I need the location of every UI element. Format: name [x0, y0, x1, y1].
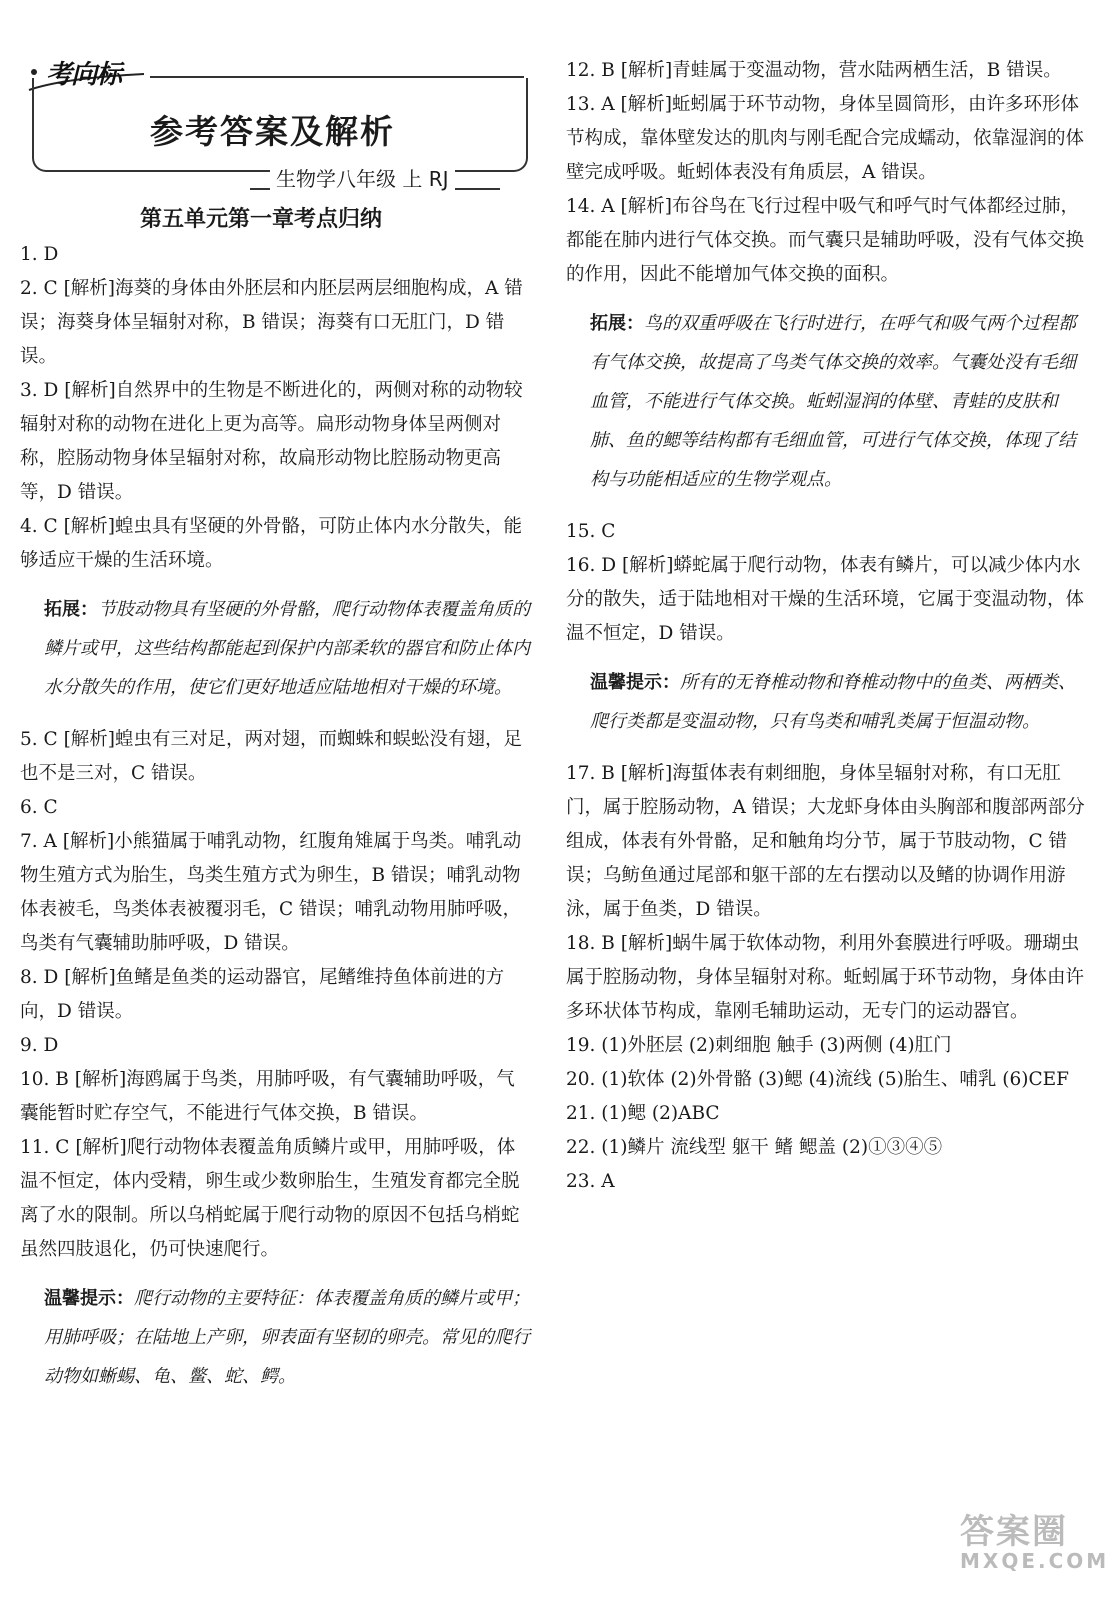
- logo-text: 考向标: [46, 60, 122, 90]
- answer-item: 6. C: [20, 797, 58, 818]
- right-column: [566, 54, 1086, 1199]
- answer-item: 21. (1)鳃 (2)ABC: [566, 1103, 720, 1124]
- page-title: 参考答案及解析: [150, 112, 395, 151]
- note-box: [44, 590, 532, 707]
- note-box: [44, 1279, 532, 1396]
- answer-item: 10. B [解析]海鸥属于鸟类，用肺呼吸，有气囊辅助呼吸，气囊能暂时贮存空气，不能进行气体交换，B 错误。: [20, 1069, 515, 1124]
- answer-item: 1. D: [20, 244, 59, 265]
- watermark: [960, 1504, 1110, 1594]
- note-text: 所有的无脊椎动物和脊椎动物中的鱼类、两栖类、爬行类都是变温动物，只有鸟类和哺乳类属于恒温动物。: [590, 672, 1076, 732]
- answer-item: 23. A: [566, 1171, 615, 1192]
- note-text: 节肢动物具有坚硬的外骨骼，爬行动物体表覆盖角质的鳞片或甲，这些结构都能起到保护内部柔软的器官和防止体内水分散失的作用，使它们更好地适应陆地相对干燥的环境。: [44, 599, 530, 698]
- answer-item: 7. A [解析]小熊猫属于哺乳动物，红腹角雉属于鸟类。哺乳动物生殖方式为胎生，鸟类生殖方式为卵生，B 错误；哺乳动物体表被毛，鸟类体表被覆羽毛，C 错误；哺乳动物用肺呼吸，鸟类有气囊辅助肺呼吸，D 错误。: [20, 831, 522, 954]
- answer-item: 22. (1)鳞片 流线型 躯干 鳍 鳃盖 (2)①③④⑤: [566, 1137, 943, 1158]
- answer-item: 12. B [解析]青蛙属于变温动物，营水陆两栖生活，B 错误。: [566, 60, 1062, 81]
- answer-item: 13. A [解析]蚯蚓属于环节动物，身体呈圆筒形，由许多环形体节构成，靠体壁发达的肌肉与刚毛配合完成蠕动，依靠湿润的体壁完成呼吸。蚯蚓体表没有角质层，A 错误。: [566, 94, 1085, 183]
- note-label: 拓展：: [590, 313, 644, 334]
- answer-item: 14. A [解析]布谷鸟在飞行过程中吸气和呼气时气体都经过肺，都能在肺内进行气体交换。而气囊只是辅助呼吸，没有气体交换的作用，因此不能增加气体交换的面积。: [566, 196, 1085, 285]
- answer-item: 20. (1)软体 (2)外骨骼 (3)鳃 (4)流线 (5)胎生、哺乳 (6)CEF: [566, 1069, 1069, 1090]
- watermark-text-bottom: MXQE.COM: [960, 1549, 1110, 1573]
- note-text: 爬行动物的主要特征：体表覆盖角质的鳞片或甲；用肺呼吸；在陆地上产卵，卵表面有坚韧的卵壳。常见的爬行动物如蜥蜴、龟、鳖、蛇、鳄。: [44, 1288, 530, 1387]
- answer-item: 4. C [解析]蝗虫具有坚硬的外骨骼，可防止体内水分散失，能够适应干燥的生活环境。: [20, 516, 523, 571]
- answer-item: 9. D: [20, 1035, 59, 1056]
- left-column: [20, 238, 532, 1412]
- answer-item: 5. C [解析]蝗虫有三对足，两对翅，而蜘蛛和蜈蚣没有翅，足也不是三对，C 错误。: [20, 729, 523, 784]
- note-label: 温馨提示：: [590, 672, 680, 693]
- answer-item: 2. C [解析]海葵的身体由外胚层和内胚层两层细胞构成，A 错误；海葵身体呈辐射对称，B 错误；海葵有口无肛门，D 错误。: [20, 278, 523, 367]
- note-label: 温馨提示：: [44, 1288, 134, 1309]
- answer-item: 15. C: [566, 521, 616, 542]
- answer-item: 11. C [解析]爬行动物体表覆盖角质鳞片或甲，用肺呼吸，体温不恒定，体内受精，卵生或少数卵胎生，生殖发育都完全脱离了水的限制。所以乌梢蛇属于爬行动物的原因不包括乌梢蛇虽然四肢退化，仍可快速爬行。: [20, 1137, 520, 1260]
- answer-item: 17. B [解析]海蜇体表有刺细胞，身体呈辐射对称，有口无肛门，属于腔肠动物，A 错误；大龙虾身体由头胸部和腹部两部分组成，体表有外骨骼，足和触角均分节，属于节肢动物，C 错误；乌鲂鱼通过尾部和躯干部的左右摆动以及鳍的协调作用游泳，属于鱼类，D 错误。: [566, 763, 1085, 920]
- note-box: [590, 663, 1086, 741]
- answer-item: 18. B [解析]蜗牛属于软体动物，利用外套膜进行呼吸。珊瑚虫属于腔肠动物，身体呈辐射对称。蚯蚓属于环节动物，身体由许多环状体节构成，靠刚毛辅助运动，无专门的运动器官。: [566, 933, 1085, 1022]
- watermark-text-top: 答案圈: [960, 1512, 1068, 1552]
- note-text: 鸟的双重呼吸在飞行时进行，在呼气和吸气两个过程都有气体交换，故提高了鸟类气体交换的效率。气囊处没有毛细血管，不能进行气体交换。蚯蚓湿润的体壁、青蛙的皮肤和肺、鱼的鳃等结构都有毛细血管，可进行气体交换，体现了结构与功能相适应的生物学观点。: [590, 313, 1076, 490]
- answer-item: 16. D [解析]蟒蛇属于爬行动物，体表有鳞片，可以减少体内水分的散失，适于陆地相对干燥的生活环境，它属于变温动物，体温不恒定，D 错误。: [566, 555, 1085, 644]
- page-subtitle: 生物学八年级 上 RJ: [270, 163, 455, 192]
- note-box: [590, 304, 1086, 499]
- note-label: 拓展：: [44, 599, 98, 620]
- section-title: 第五单元第一章考点归纳: [140, 207, 383, 232]
- answer-item: 3. D [解析]自然界中的生物是不断进化的，两侧对称的动物较辐射对称的动物在进化上更为高等。扁形动物身体呈两侧对称，腔肠动物身体呈辐射对称，故扁形动物比腔肠动物更高等，D 错误。: [20, 380, 523, 503]
- answer-item: 19. (1)外胚层 (2)刺细胞 触手 (3)两侧 (4)肛门: [566, 1035, 952, 1056]
- answer-item: 8. D [解析]鱼鳍是鱼类的运动器官，尾鳍维持鱼体前进的方向，D 错误。: [20, 967, 505, 1022]
